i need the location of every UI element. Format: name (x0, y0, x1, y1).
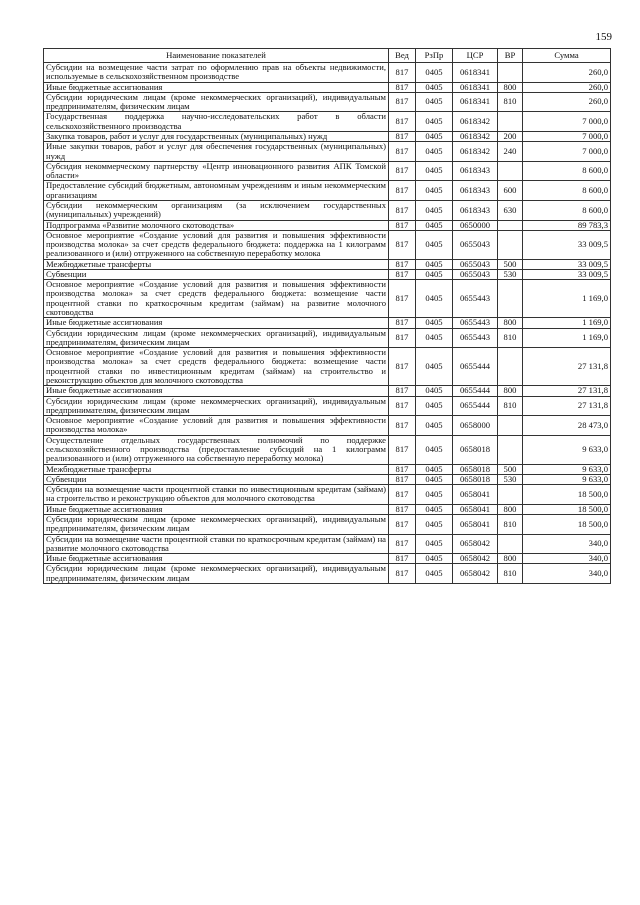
cell-name: Иные бюджетные ассигнования (44, 504, 389, 514)
cell-sum: 33 009,5 (523, 269, 611, 279)
table-row (44, 280, 611, 318)
cell-rzpr: 0405 (416, 514, 453, 534)
cell-vr: 200 (498, 131, 523, 141)
cell-rzpr: 0405 (416, 63, 453, 83)
table-row (44, 328, 611, 348)
cell-vr (498, 485, 523, 505)
cell-vr: 810 (498, 564, 523, 584)
cell-csr: 0655043 (453, 259, 498, 269)
cell-ved: 817 (389, 92, 416, 112)
table-row (44, 396, 611, 416)
cell-name: Субсидия некоммерческому партнерству «Центр инновационного развития АПК Томской области» (44, 161, 389, 181)
cell-csr: 0658042 (453, 554, 498, 564)
cell-sum: 260,0 (523, 82, 611, 92)
cell-csr: 0618342 (453, 142, 498, 162)
cell-vr (498, 280, 523, 318)
table-row (44, 269, 611, 279)
cell-csr: 0658041 (453, 504, 498, 514)
cell-name: Иные бюджетные ассигнования (44, 82, 389, 92)
cell-name: Межбюджетные трансферты (44, 259, 389, 269)
cell-sum: 9 633,0 (523, 464, 611, 474)
table-row (44, 504, 611, 514)
table-row (44, 112, 611, 132)
cell-rzpr: 0405 (416, 485, 453, 505)
cell-name: Иные бюджетные ассигнования (44, 554, 389, 564)
cell-sum: 340,0 (523, 564, 611, 584)
cell-csr: 0618341 (453, 92, 498, 112)
header-csr: ЦСР (453, 49, 498, 63)
cell-sum: 7 000,0 (523, 131, 611, 141)
cell-sum: 89 783,3 (523, 220, 611, 230)
cell-rzpr: 0405 (416, 269, 453, 279)
header-rzpr: РзПр (416, 49, 453, 63)
table-row (44, 142, 611, 162)
cell-rzpr: 0405 (416, 564, 453, 584)
cell-csr: 0618343 (453, 200, 498, 220)
table-row (44, 554, 611, 564)
header-row (44, 49, 611, 63)
cell-name: Субсидии юридическим лицам (кроме некоммерческих организаций), индивидуальным предпринимателям, физическим лицам (44, 328, 389, 348)
cell-vr (498, 416, 523, 436)
table-header (44, 49, 611, 63)
cell-ved: 817 (389, 474, 416, 484)
cell-sum: 18 500,0 (523, 485, 611, 505)
cell-name: Субсидии на возмещение части процентной ставки по краткосрочным кредитам (займам) на развитие молочного скотоводства (44, 534, 389, 554)
table-row (44, 485, 611, 505)
table-row (44, 416, 611, 436)
table-row (44, 474, 611, 484)
cell-rzpr: 0405 (416, 142, 453, 162)
cell-vr (498, 112, 523, 132)
cell-sum: 18 500,0 (523, 504, 611, 514)
cell-csr: 0658041 (453, 514, 498, 534)
cell-ved: 817 (389, 220, 416, 230)
cell-vr: 800 (498, 504, 523, 514)
cell-name: Иные бюджетные ассигнования (44, 386, 389, 396)
cell-sum: 27 131,8 (523, 396, 611, 416)
table-row (44, 318, 611, 328)
cell-name: Основное мероприятие «Создание условий для развития и повышения эффективности производства молока» за счет средств федерального бюджета: возмещение части процентной ставки по инвестиционным кредитам (займам) на строительство и реконструкцию объектов для молочного скотоводства (44, 348, 389, 386)
cell-ved: 817 (389, 181, 416, 201)
cell-sum: 1 169,0 (523, 328, 611, 348)
cell-csr: 0618341 (453, 82, 498, 92)
cell-sum: 8 600,0 (523, 181, 611, 201)
table-body (44, 63, 611, 584)
cell-ved: 817 (389, 504, 416, 514)
cell-ved: 817 (389, 112, 416, 132)
cell-csr: 0655444 (453, 348, 498, 386)
cell-rzpr: 0405 (416, 348, 453, 386)
cell-csr: 0618342 (453, 131, 498, 141)
cell-rzpr: 0405 (416, 220, 453, 230)
cell-vr: 500 (498, 259, 523, 269)
cell-sum: 28 473,0 (523, 416, 611, 436)
cell-ved: 817 (389, 318, 416, 328)
cell-ved: 817 (389, 63, 416, 83)
cell-name: Государственная поддержка научно-исследовательских работ в области сельскохозяйственного производства (44, 112, 389, 132)
cell-name: Субвенции (44, 474, 389, 484)
cell-vr: 800 (498, 554, 523, 564)
cell-sum: 9 633,0 (523, 474, 611, 484)
cell-sum: 8 600,0 (523, 200, 611, 220)
table-row (44, 200, 611, 220)
cell-name: Межбюджетные трансферты (44, 464, 389, 474)
cell-ved: 817 (389, 396, 416, 416)
table-row (44, 92, 611, 112)
table-row (44, 435, 611, 464)
table-row (44, 220, 611, 230)
cell-csr: 0618343 (453, 161, 498, 181)
cell-ved: 817 (389, 200, 416, 220)
cell-rzpr: 0405 (416, 181, 453, 201)
cell-ved: 817 (389, 348, 416, 386)
cell-vr: 530 (498, 269, 523, 279)
cell-ved: 817 (389, 161, 416, 181)
cell-sum: 33 009,5 (523, 230, 611, 259)
cell-name: Субсидии юридическим лицам (кроме некоммерческих организаций), индивидуальным предпринимателям, физическим лицам (44, 564, 389, 584)
cell-rzpr: 0405 (416, 328, 453, 348)
cell-name: Субсидии юридическим лицам (кроме некоммерческих организаций), индивидуальным предпринимателям, физическим лицам (44, 514, 389, 534)
cell-csr: 0658018 (453, 464, 498, 474)
cell-sum: 27 131,8 (523, 348, 611, 386)
table-row (44, 131, 611, 141)
cell-csr: 0658000 (453, 416, 498, 436)
cell-sum: 7 000,0 (523, 112, 611, 132)
cell-ved: 817 (389, 485, 416, 505)
cell-ved: 817 (389, 386, 416, 396)
cell-name: Субвенции (44, 269, 389, 279)
cell-vr: 810 (498, 92, 523, 112)
table-row (44, 181, 611, 201)
cell-csr: 0655443 (453, 318, 498, 328)
cell-ved: 817 (389, 464, 416, 474)
cell-rzpr: 0405 (416, 82, 453, 92)
cell-csr: 0655444 (453, 396, 498, 416)
cell-vr: 810 (498, 328, 523, 348)
cell-ved: 817 (389, 416, 416, 436)
cell-vr: 530 (498, 474, 523, 484)
cell-csr: 0658041 (453, 485, 498, 505)
table-row (44, 348, 611, 386)
cell-ved: 817 (389, 259, 416, 269)
cell-name: Иные закупки товаров, работ и услуг для обеспечения государственных (муниципальных) нужд (44, 142, 389, 162)
table-row (44, 464, 611, 474)
cell-ved: 817 (389, 534, 416, 554)
cell-csr: 0658018 (453, 435, 498, 464)
cell-vr (498, 63, 523, 83)
table-row (44, 230, 611, 259)
cell-ved: 817 (389, 328, 416, 348)
cell-sum: 7 000,0 (523, 142, 611, 162)
cell-rzpr: 0405 (416, 534, 453, 554)
cell-rzpr: 0405 (416, 92, 453, 112)
header-vr: ВР (498, 49, 523, 63)
cell-rzpr: 0405 (416, 230, 453, 259)
cell-ved: 817 (389, 142, 416, 162)
cell-rzpr: 0405 (416, 200, 453, 220)
cell-csr: 0650000 (453, 220, 498, 230)
cell-rzpr: 0405 (416, 474, 453, 484)
cell-name: Основное мероприятие «Создание условий для развития и повышения эффективности производства молока» (44, 416, 389, 436)
cell-rzpr: 0405 (416, 161, 453, 181)
cell-vr (498, 348, 523, 386)
header-name: Наименование показателей (44, 49, 389, 63)
cell-vr: 800 (498, 386, 523, 396)
cell-name: Субсидии некоммерческим организациям (за исключением государственных (муниципальных) учреждений) (44, 200, 389, 220)
table-row (44, 259, 611, 269)
cell-rzpr: 0405 (416, 318, 453, 328)
cell-vr (498, 220, 523, 230)
header-sum: Сумма (523, 49, 611, 63)
cell-sum: 340,0 (523, 554, 611, 564)
cell-vr: 810 (498, 514, 523, 534)
cell-vr: 240 (498, 142, 523, 162)
cell-vr: 810 (498, 396, 523, 416)
cell-rzpr: 0405 (416, 416, 453, 436)
cell-sum: 1 169,0 (523, 318, 611, 328)
cell-name: Основное мероприятие «Создание условий для развития и повышения эффективности производства молока» за счет средств федерального бюджета: поддержка на 1 килограмм реализованного и (или) отгруженного на собственную переработку молока (44, 230, 389, 259)
cell-csr: 0655444 (453, 386, 498, 396)
cell-ved: 817 (389, 82, 416, 92)
cell-sum: 260,0 (523, 92, 611, 112)
cell-rzpr: 0405 (416, 435, 453, 464)
cell-rzpr: 0405 (416, 504, 453, 514)
cell-rzpr: 0405 (416, 386, 453, 396)
table-row (44, 63, 611, 83)
cell-rzpr: 0405 (416, 464, 453, 474)
table-row (44, 161, 611, 181)
cell-rzpr: 0405 (416, 280, 453, 318)
cell-rzpr: 0405 (416, 112, 453, 132)
cell-name: Закупка товаров, работ и услуг для государственных (муниципальных) нужд (44, 131, 389, 141)
cell-sum: 340,0 (523, 534, 611, 554)
cell-ved: 817 (389, 554, 416, 564)
budget-table (43, 48, 611, 584)
cell-sum: 1 169,0 (523, 280, 611, 318)
cell-sum: 33 009,5 (523, 259, 611, 269)
cell-name: Иные бюджетные ассигнования (44, 318, 389, 328)
cell-name: Субсидии юридическим лицам (кроме некоммерческих организаций), индивидуальным предпринимателям, физическим лицам (44, 396, 389, 416)
cell-sum: 260,0 (523, 63, 611, 83)
cell-rzpr: 0405 (416, 396, 453, 416)
cell-name: Субсидии юридическим лицам (кроме некоммерческих организаций), индивидуальным предпринимателям, физическим лицам (44, 92, 389, 112)
cell-csr: 0655443 (453, 328, 498, 348)
cell-name: Основное мероприятие «Создание условий для развития и повышения эффективности производства молока» за счет средств федерального бюджета: возмещение части процентной ставки по краткосрочным кредитам (займам) на развитие молочного скотоводства (44, 280, 389, 318)
cell-vr (498, 161, 523, 181)
cell-vr: 630 (498, 200, 523, 220)
cell-vr (498, 435, 523, 464)
cell-ved: 817 (389, 435, 416, 464)
cell-vr: 500 (498, 464, 523, 474)
cell-vr: 800 (498, 318, 523, 328)
header-ved: Вед (389, 49, 416, 63)
cell-name: Подпрограмма «Развитие молочного скотоводства» (44, 220, 389, 230)
cell-sum: 18 500,0 (523, 514, 611, 534)
cell-vr (498, 534, 523, 554)
table-row (44, 82, 611, 92)
cell-ved: 817 (389, 230, 416, 259)
page-number: 159 (595, 31, 612, 43)
cell-csr: 0618342 (453, 112, 498, 132)
cell-rzpr: 0405 (416, 554, 453, 564)
cell-csr: 0618341 (453, 63, 498, 83)
cell-csr: 0658042 (453, 534, 498, 554)
cell-vr: 800 (498, 82, 523, 92)
cell-name: Предоставление субсидий бюджетным, автономным учреждениям и иным некоммерческим организациям (44, 181, 389, 201)
cell-ved: 817 (389, 269, 416, 279)
cell-csr: 0655443 (453, 280, 498, 318)
table-row (44, 564, 611, 584)
cell-name: Осуществление отдельных государственных полномочий по поддержке сельскохозяйственного производства (предоставление субсидий на 1 килограмм реализованного и (или) отгруженного на собственную переработку молока) (44, 435, 389, 464)
cell-sum: 8 600,0 (523, 161, 611, 181)
table-row (44, 534, 611, 554)
table-row (44, 386, 611, 396)
cell-ved: 817 (389, 514, 416, 534)
cell-vr (498, 230, 523, 259)
cell-csr: 0655043 (453, 230, 498, 259)
cell-ved: 817 (389, 131, 416, 141)
cell-sum: 27 131,8 (523, 386, 611, 396)
cell-csr: 0655043 (453, 269, 498, 279)
cell-csr: 0658042 (453, 564, 498, 584)
cell-ved: 817 (389, 564, 416, 584)
cell-ved: 817 (389, 280, 416, 318)
cell-rzpr: 0405 (416, 131, 453, 141)
cell-rzpr: 0405 (416, 259, 453, 269)
cell-csr: 0618343 (453, 181, 498, 201)
cell-csr: 0658018 (453, 474, 498, 484)
table-row (44, 514, 611, 534)
cell-name: Субсидии на возмещение части процентной ставки по инвестиционным кредитам (займам) на строительство и реконструкцию объектов для молочного скотоводства (44, 485, 389, 505)
cell-name: Субсидии на возмещение части затрат по оформлению прав на объекты недвижимости, используемые в сельскохозяйственном производстве (44, 63, 389, 83)
cell-sum: 9 633,0 (523, 435, 611, 464)
cell-vr: 600 (498, 181, 523, 201)
